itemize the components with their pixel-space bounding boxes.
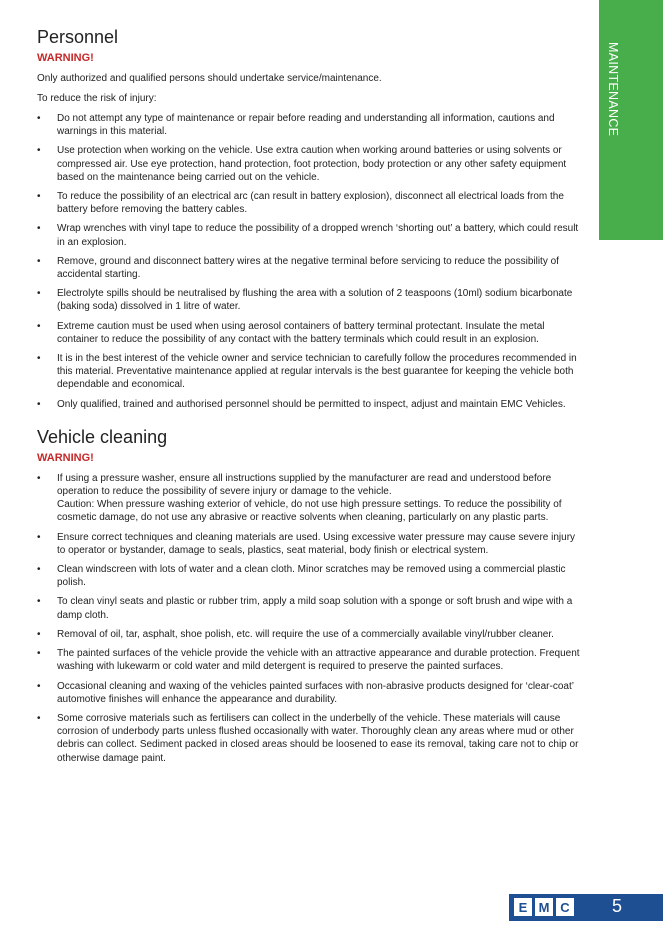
list-item: • The painted surfaces of the vehicle provide the vehicle with an attractive appearance and durable protection. Frequent washing with lukewarm or cold water and mild detergent is required to preserve the painted surfaces. [37,647,582,673]
cleaning-section [37,426,582,765]
personnel-intro: Only authorized and qualified persons should undertake service/maintenance. [37,73,382,84]
page-content [37,26,582,771]
list-item: • To reduce the possibility of an electrical arc (can result in battery explosion), disconnect all electrical loads from the battery before removing the battery cables. [37,190,582,216]
cleaning-warning: WARNING! [37,451,94,464]
logo-letter: C [556,898,574,916]
list-item: • Removal of oil, tar, asphalt, shoe polish, etc. will require the use of a commercially available vinyl/rubber cleaner. [37,628,582,641]
list-item: • To clean vinyl seats and plastic or rubber trim, apply a mild soap solution with a sponge or soft brush and wipe with a damp cloth. [37,595,582,621]
list-item: • Occasional cleaning and waxing of the vehicles painted surfaces with non-abrasive products designed for ‘clear-coat’ automotive finishes will enhance the appearance and durability. [37,680,582,706]
emc-logo [514,898,574,916]
list-item: • Only qualified, trained and authorised personnel should be permitted to inspect, adjust and maintain EMC Vehicles. [37,398,582,411]
section-tab-label: MAINTENANCE [606,42,620,137]
page-number: 5 [612,896,623,916]
personnel-heading: Personnel [37,27,119,47]
list-item: • Clean windscreen with lots of water and a clean cloth. Minor scratches may be removed using a commercial plastic polish. [37,563,582,589]
list-item: • Extreme caution must be used when using aerosol containers of battery terminal protectant. Insulate the metal container to reduce the possibility of any contact with the battery terminals which could result in an explosion. [37,320,582,346]
list-item: • Wrap wrenches with vinyl tape to reduce the possibility of a dropped wrench ‘shorting out’ a battery, which could result in an explosion. [37,222,582,248]
list-item: • Use protection when working on the vehicle. Use extra caution when working around batteries or using solvents or compressed air. Use eye protection, hand protection, foot protection, body protection or any other safety equipment based on the maintenance being carried out on the vehicle. [37,144,582,184]
pressure-washer-caution: Caution: When pressure washing exterior of vehicle, do not use high pressure settings. To reduce the possibility of cosmetic damage, do not use any abrasive or reactive solvents when cleaning, particularly on any plastic parts. [57,499,562,524]
personnel-list [37,112,582,411]
list-item: • Some corrosive materials such as fertilisers can collect in the underbelly of the vehicle. These materials will cause corrosion of underbody parts unless flushed occasionally with water. Thoroughly clean any areas where mud or other debris can collect. Sediment packed in closed areas should be loosened to ease its removal, taking care not to chip or otherwise damage paint. [37,712,582,765]
list-item: • Remove, ground and disconnect battery wires at the negative terminal before servicing to reduce the possibility of accidental starting. [37,255,582,281]
list-item: • Do not attempt any type of maintenance or repair before reading and understanding all information, cautions and warnings in this material. [37,112,582,138]
cleaning-heading: Vehicle cleaning [37,426,168,447]
logo-letter: E [514,898,532,916]
logo-letter: M [535,898,553,916]
list-item: • It is in the best interest of the vehicle owner and service technician to carefully follow the procedures recommended in this material. Preventative maintenance applied at regular intervals is the best guarantee for keeping the vehicle both dependable and economical. [37,352,582,392]
list-item: • Ensure correct techniques and cleaning materials are used. Using excessive water pressure may cause severe injury to operator or bystander, damage to seals, plastics, seat material, body finish or electrical system. [37,531,582,557]
cleaning-list [37,472,582,765]
personnel-warning: WARNING! [37,52,94,64]
pressure-washer-text: • If using a pressure washer, ensure all instructions supplied by the manufacturer are read and understood before operation to reduce the possibility of severe injury or damage to the vehicle. [57,472,552,498]
list-item: • Electrolyte spills should be neutralised by flushing the area with a solution of 2 teaspoons (10ml) sodium bicarbonate (baking soda) dissolved in 1 litre of water. [37,287,582,313]
personnel-intro-2: To reduce the risk of injury: [37,93,157,104]
list-item [37,472,582,525]
